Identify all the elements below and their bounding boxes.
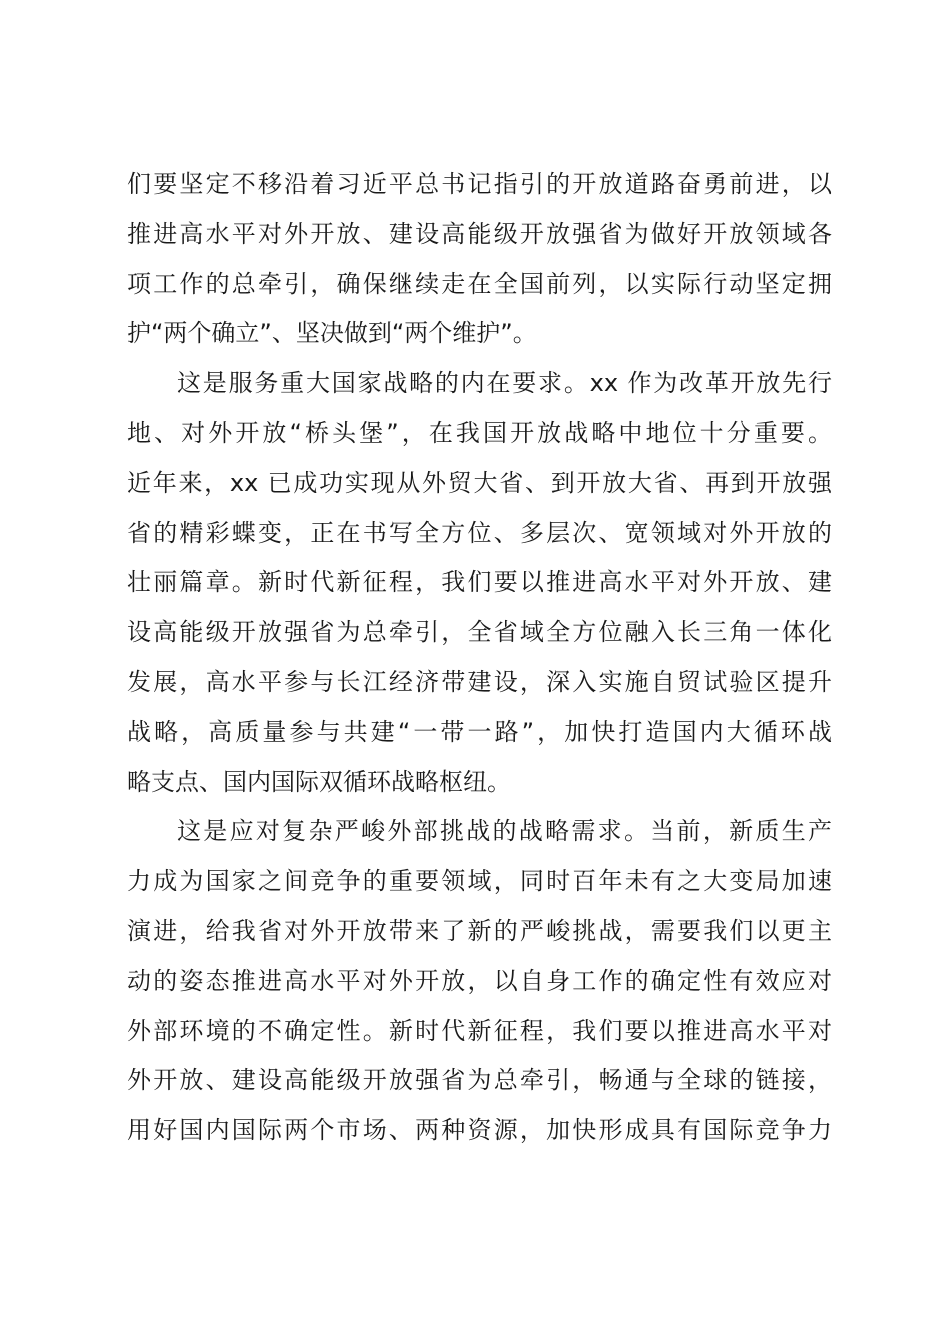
text-line: 省的精彩蝶变，正在书写全方位、多层次、宽领域对外开放的 [127,518,832,547]
text-line: 动的姿态推进高水平对外开放，以自身工作的确定性有效应对 [127,966,832,995]
text-line: 用好国内国际两个市场、两种资源，加快形成具有国际竞争力 [127,1116,832,1145]
text-line: 外开放、建设高能级开放强省为总牵引，畅通与全球的链接， [127,1066,832,1095]
paragraph-start-line: 这是服务重大国家战略的内在要求。xx 作为改革开放先行 [177,369,832,398]
text-line: 设高能级开放强省为总牵引，全省域全方位融入长三角一体化 [127,618,832,647]
text-line: 近年来，xx 已成功实现从外贸大省、到开放大省、再到开放强 [127,468,832,497]
text-line: 略支点、国内国际双循环战略枢纽。 [127,767,511,796]
text-line: 推进高水平对外开放、建设高能级开放强省为做好开放领域各 [127,219,832,248]
paragraph-start-line: 这是应对复杂严峻外部挑战的战略需求。当前，新质生产 [177,817,832,846]
text-line: 发展，高水平参与长江经济带建设，深入实施自贸试验区提升 [127,667,832,696]
text-line: 外部环境的不确定性。新时代新征程，我们要以推进高水平对 [127,1016,832,1045]
text-line: 力成为国家之间竞争的重要领域，同时百年未有之大变局加速 [127,867,832,896]
text-line: 护“两个确立”、坚决做到“两个维护”。 [127,319,537,348]
text-line: 演进，给我省对外开放带来了新的严峻挑战，需要我们以更主 [127,916,832,945]
text-line: 战略，高质量参与共建“一带一路”，加快打造国内大循环战 [127,717,832,746]
text-line: 壮丽篇章。新时代新征程，我们要以推进高水平对外开放、建 [127,568,832,597]
text-line: 项工作的总牵引，确保继续走在全国前列，以实际行动坚定拥 [127,269,832,298]
text-line: 地、对外开放“桥头堡”，在我国开放战略中地位十分重要。 [127,418,832,447]
document-body [127,160,832,1156]
text-line: 们要坚定不移沿着习近平总书记指引的开放道路奋勇前进，以 [127,170,832,198]
